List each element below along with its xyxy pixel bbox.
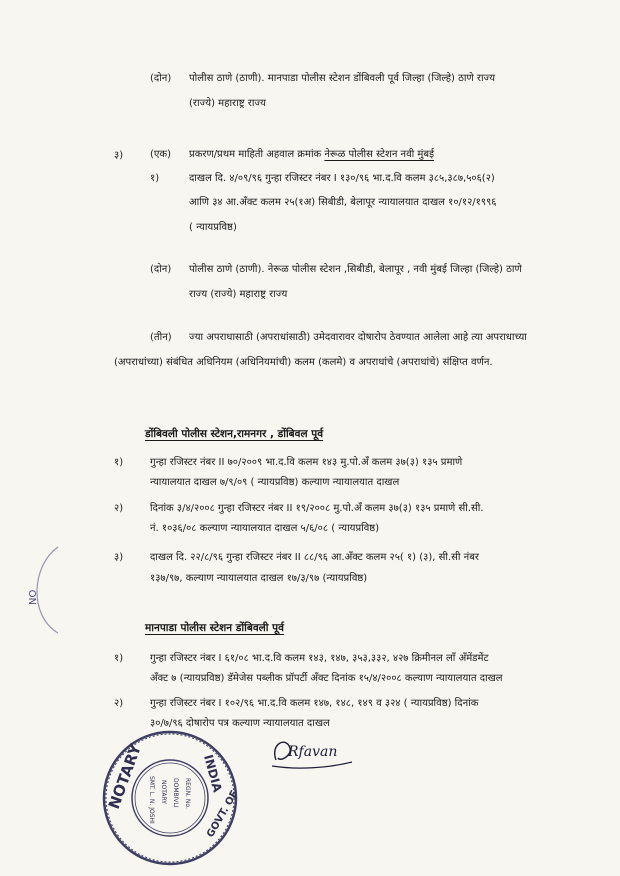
nerul-station-line-1: पोलीस ठाणे (ठाणी). नेरूळ पोलीस स्टेशन ,सिबीडी, बेलापूर , नवी मुंबई जिल्हा (जिल्हे) ठाणे [189, 264, 522, 275]
stamp-inner-line-4: REGN. No. [184, 778, 191, 809]
item-label-two-b: (दोन) [150, 264, 172, 275]
dombivli-item-2-number: २) [114, 503, 124, 514]
side-stamp-fragment [22, 545, 62, 635]
dombivli-item-1-line-2: न्यायालयात दाखल ७/९/०९ ( न्यायप्रविष्ठ) कल्याण न्यायालयात दाखल [150, 477, 400, 488]
dombivli-item-3-line-2: १३७/९७, कल्याण न्यायालयात दाखल १७/३/९७ (न्यायप्रविष्ठ) [150, 573, 368, 584]
dombivli-item-2-line-2: नं. १०३६/०८ कल्याण न्यायालयात दाखल ५/६/०८ ( न्यायप्रविष्ठ) [150, 523, 380, 534]
police-station-line-2: (राज्ये) महाराष्ट्र राज्य [189, 98, 266, 109]
notary-seal-graphic [100, 728, 240, 868]
manpada-item-2-line-1: गुन्हा रजिस्टर नंबर I १०२/९६ भा.द.वि कलम १४७, १४८, १४९ व ३२४ ( न्यायप्रविष्ठ) दिनांक [150, 698, 479, 709]
nerul-station-line-2: राज्य (राज्ये) महाराष्ट्र राज्य [189, 289, 288, 300]
dombivli-item-1-line-1: गुन्हा रजिस्टर नंबर II ७०/२००९ भा.द.वि कलम १४३ मु.पो.अँ कलम ३७(३) १३५ प्रमाणे [150, 457, 463, 468]
manpada-section-heading: मानपाडा पोलीस स्टेशन डोंबिवली पूर्व [145, 622, 284, 634]
fir-sub-line-3: ( न्यायप्रविष्ठ) [189, 222, 237, 233]
manpada-item-2-line-2: ३०/७/९६ दोषारोप पत्र कल्याण न्यायालयात दाखल [150, 718, 330, 729]
fir-sub-number: १) [150, 173, 160, 184]
dombivli-item-1-number: १) [114, 457, 124, 468]
manpada-item-1-line-1: गुन्हा रजिस्टर नंबर I ६१/०८ भा.द.वि कलम १४३, १४७, ३५३,३३२, ४२७ क्रिमीनल लाँ अँमेंडमेंट [150, 653, 489, 664]
fir-sub-line-1: दाखल दि. ४/०९/९६ गुन्हा रजिस्टर नंबर I १३०/९६ भा.द.वि कलम ३८५,३८७,५०६(२) [189, 173, 495, 184]
dombivli-item-3-line-1: दाखल दि. २२/८/९६ गुन्हा रजिस्टर नंबर II ८८/९६ आ.अँक्ट कलम २५( १) (३), सी.सी नंबर [150, 552, 480, 563]
stamp-govt-text: GOVT. OF [205, 788, 240, 840]
signature [268, 732, 354, 772]
fir-title-station: नेरूळ पोलीस स्टेशन नवी मुंबई [324, 149, 435, 160]
stamp-inner-line-2: NOTARY [160, 780, 167, 804]
side-stamp-graphic [22, 545, 62, 635]
section-number-3: ३) [114, 150, 124, 161]
notary-stamp [100, 728, 240, 868]
item-label-one: (एक) [150, 149, 172, 160]
manpada-item-1-number: १) [114, 653, 124, 664]
item-label-two: (दोन) [150, 73, 172, 84]
fir-sub-line-2: आणि ३४ आ.अँक्ट कलम २५(१अ) सिबीडी, बेलापूर न्यायालयात दाखल १०/१२/१९९६ [189, 197, 497, 208]
stamp-notary-text: NOTARY [104, 741, 145, 812]
dombivli-section-heading: डोंबिवली पोलीस स्टेशन,रामनगर , डोंबिवल पूर्व [145, 428, 324, 440]
signature-text: Rfavan [288, 744, 338, 760]
fir-title [189, 148, 434, 161]
offence-desc-line-1: ज्या अपराधासाठी (अपराधांसाठी) उमेदवारावर दोषारोप ठेवण्यात आलेला आहे त्या अपराधाच्या [189, 332, 527, 343]
dombivli-item-3-number: ३) [114, 552, 124, 563]
fir-title-prefix: प्रकरण/प्रथम माहिती अहवाल क्रमांक [189, 149, 325, 160]
offence-desc-line-2: (अपराधांच्या) संबंधित अधिनियम (अधिनियमांची) कलम (कलमे) व अपराधांचे (अपराधांचे) संक्षिप्त वर्णन. [114, 357, 493, 368]
dombivli-item-2-line-1: दिनांक ३/४/२००८ गुन्हा रजिस्टर नंबर II १९/२००८ मु.पो.अँ कलम ३७(३) १३५ प्रमाणे सी.सी. [150, 503, 484, 514]
stamp-inner-line-3: DOMBIVLI [172, 778, 179, 808]
signature-graphic [268, 732, 354, 772]
stamp-india-text: INDIA [201, 753, 225, 794]
item-label-three: (तीन) [150, 332, 172, 343]
stamp-inner-line-1: SMT. L. N. JOSHI [148, 776, 155, 824]
side-stamp-text: NO [28, 589, 39, 605]
police-station-line-1: पोलीस ठाणे (ठाणी). मानपाडा पोलीस स्टेशन डोंबिवली पूर्व जिल्हा (जिल्हे) ठाणे राज्य [189, 73, 496, 84]
manpada-item-1-line-2: अँक्ट ७ (न्यायप्रविष्ठ) डॅमेजेस पब्लीक प्रॉपर्टी अँक्ट दिनांक १५/४/२००८ कल्याण न्यायालयात दाखल [150, 673, 503, 684]
manpada-item-2-number: २) [114, 698, 124, 709]
